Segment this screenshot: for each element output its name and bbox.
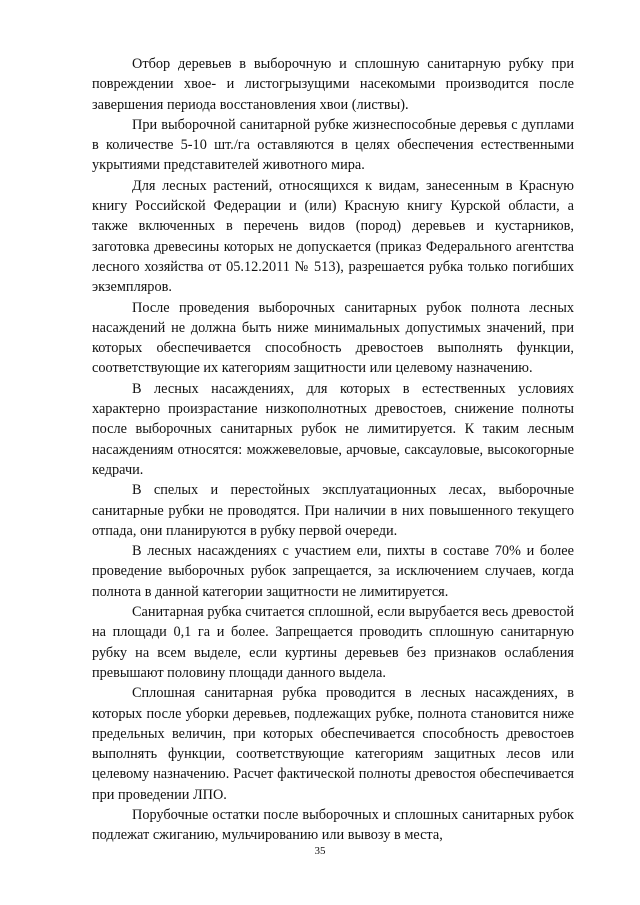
paragraph-4: После проведения выборочных санитарных рубок полнота лесных насаждений не должна быть ниже минимальных допустимых значений, при которых обеспечивается способность древостоев выполнять функции, соответствующие их категориям защитности или целевому назначению. [92, 299, 574, 377]
paragraph-5: В лесных насаждениях, для которых в естественных условиях характерно произрастание низкополнотных древостоев, снижение полноты после выборочных санитарных рубок не лимитируется. К таким лесным насаждениям относятся: можжевеловые, арчовые, саксауловые, высокогорные кедрачи. [92, 380, 574, 478]
paragraph-3: Для лесных растений, относящихся к видам, занесенным в Красную книгу Российской Федерации и (или) Красную книгу Курской области, а также включенных в перечень видов (пород) деревьев и кустарников, заготовка древесины которых не допускается (приказ Федерального агентства лесного хозяйства от 05.12.2011 № 513), разрешается рубка только погибших экземпляров. [92, 177, 574, 296]
document-body [92, 54, 574, 846]
paragraph-10: Порубочные остатки после выборочных и сплошных санитарных рубок подлежат сжиганию, мульчированию или вывозу в места, [92, 806, 574, 844]
paragraph-1: Отбор деревьев в выборочную и сплошную санитарную рубку при повреждении хвое- и листогрызущими насекомыми производится после завершения периода восстановления хвои (листвы). [92, 56, 574, 113]
paragraph-6: В спелых и перестойных эксплуатационных лесах, выборочные санитарные рубки не проводятся. При наличии в них повышенного текущего отпада, они планируются в рубку первой очереди. [92, 482, 574, 539]
paragraph-9: Сплошная санитарная рубка проводится в лесных насаждениях, в которых после уборки деревьев, подлежащих рубке, полнота становится ниже предельных величин, при которых обеспечивается способность древостоев выполнять функции, соответствующие категориям защитных лесов или целевому назначению. Расчет фактической полноты древостоя обеспечивается при проведении ЛПО. [92, 685, 574, 803]
paragraph-8: Санитарная рубка считается сплошной, если вырубается весь древостой на площади 0,1 га и более. Запрещается проводить сплошную санитарную рубку на всем выделе, если куртины деревьев без признаков ослабления превышают половину площади данного выдела. [92, 604, 574, 681]
paragraph-2: При выборочной санитарной рубке жизнеспособные деревья с дуплами в количестве 5-10 шт./га оставляются в целях обеспечения естественными укрытиями представителей животного мира. [92, 116, 574, 174]
paragraph-7: В лесных насаждениях с участием ели, пихты в составе 70% и более проведение выборочных рубок запрещается, за исключением случаев, когда полнота в данной категории защитности не лимитируется. [92, 543, 574, 600]
page-number: 35 [314, 845, 326, 857]
